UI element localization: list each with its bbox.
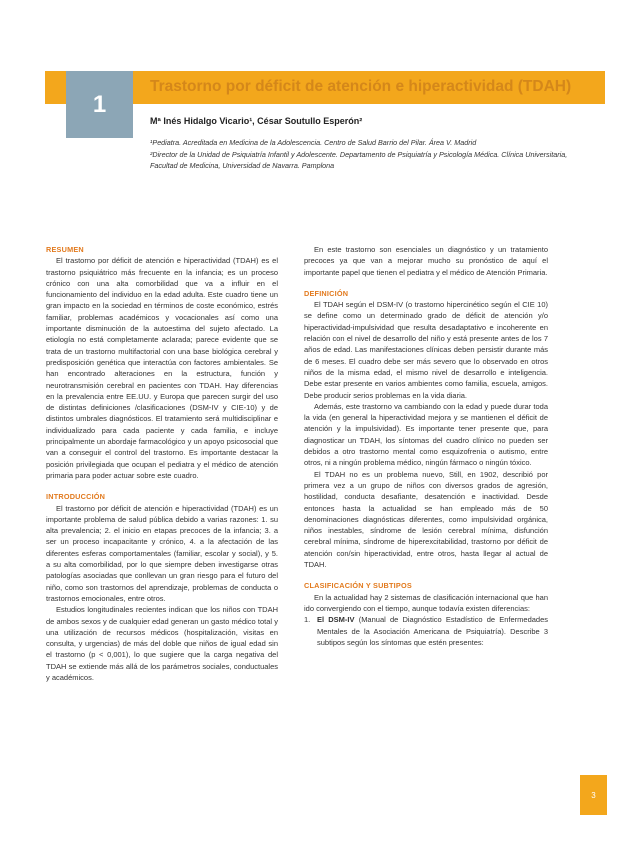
section-heading-introduccion: INTRODUCCIÓN xyxy=(46,492,106,502)
introduccion-continued: En este trastorno son esenciales un diagnóstico y un tratamiento precoces ya que van a mejorar mucho su pronóstico de aquí el importante papel que tienen el pediatra y el médico de Atención Primaria. xyxy=(304,245,548,277)
list-item-bold: El DSM-IV xyxy=(317,615,355,625)
resumen-text: El trastorno por déficit de atención e hiperactividad (TDAH) es el trastorno psiquiátrico más frecuente en la infancia; es un proceso crónico con una alta comorbilidad que va a influir en el funcionamiento del individuo en la edad adulta. Este cuadro tiene un gran impacto en la sociedad en términos de coste económico, estrés familiar, problemas académicos y vocacionales así como una importante disminución de la autoestima del sujeto afectado. La etiología no está completamente aclarada; parece evidente que se trata de un trastorno multifactorial con una base biológica cerebral y predisposición genética que interactúa con factores ambientales. Se han encontrado alteraciones en la estructura, función y neurotransmisión cerebral en pacientes con TDAH. Hay diferencias en la prevalencia entre EE.UU. y Europa que parecen surgir del uso de distintas definiciones /clasificaciones (DSM-IV y CIE-10) y de distintos umbrales diagnósticos. El tratamiento será multidisciplinar e individualizado para cada paciente y cada familia, e incluye principalmente un abordaje farmacológico y un apoyo psicosocial que van a conseguir el control del trastorno. Es importante destacar la posición privilegiada que ocupan el pediatra y el médico de atención primaria para poder actuar sobre este cuadro. xyxy=(46,256,278,480)
section-heading-clasificacion: CLASIFICACIÓN Y SUBTIPOS xyxy=(304,581,412,591)
left-column xyxy=(46,244,278,683)
affiliation-2: ²Director de la Unidad de Psiquiatría Infantil y Adolescente. Departamento de Psiquiatría y Psicología Médica. Clínica Universitaria, Facultad de Medicina, Universidad de Navarra. Pamplona xyxy=(150,149,568,170)
chapter-title: Trastorno por déficit de atención e hiperactividad (TDAH) xyxy=(150,78,572,95)
definicion-paragraph: Además, este trastorno va cambiando con la edad y puede durar toda la vida (en general la hiperactividad mejora y se mantienen el déficit de atención y la impulsividad). Es importante tener presente que, para diagnosticar un TDAH, los síntomas del cuadro clínico no pueden ser debidos a otro trastorno mental como esquizofrenia o autismo, entre otros, ni a ningún problema médico, ningún fármaco o ningún tóxico. xyxy=(304,401,548,468)
clasificacion-list xyxy=(304,614,548,648)
list-item-number: 1. xyxy=(304,615,311,625)
affiliation-1: ¹Pediatra. Acreditada en Medicina de la Adolescencia. Centro de Salud Barrio del Pilar. Área V. Madrid xyxy=(150,138,477,147)
page-number: 3 xyxy=(580,775,607,815)
introduccion-paragraph: El trastorno por déficit de atención e hiperactividad (TDAH) es un importante problema de salud pública debido a varias razones: 1. su alta prevalencia; 2. el inicio en etapas precoces de la infancia; 3. a ser un proceso incapacitante y crónico, 4. a la afectación de las diferentes esferas comportamentales (familiar, escolar y social), y 5. a su alta comorbilidad, por lo que siempre deben investigarse otras patologías asociadas que conllevan un gran riesgo para el futuro del niño, como son trastornos del aprendizaje, problemas de conducta o trastornos emocionales, entre otros. xyxy=(46,503,278,603)
section-heading-resumen: RESUMEN xyxy=(46,245,84,254)
list-item-text xyxy=(317,614,548,648)
right-column xyxy=(304,244,548,648)
clasificacion-text: En la actualidad hay 2 sistemas de clasificación internacional que han ido convergiendo con el tiempo, aunque todavía existen diferencias: xyxy=(304,592,548,613)
affiliations xyxy=(150,137,580,172)
introduccion-paragraph: Estudios longitudinales recientes indican que los niños con TDAH de ambos sexos y de cualquier edad generan un gasto médico total y una utilización de recursos médicos (hospitalización, visitas en consulta, y urgencias) de más del doble que niños de igual edad sin el trastorno (p < 0,001), lo que sugiere que la carga negativa del TDAH se extiende más allá de los parámetros sociales, conductuales y académicos. xyxy=(46,605,278,682)
list-item-body: (Manual de Diagnóstico Estadístico de Enfermedades Mentales de la Asociación Americana de Psiquiatría). Describe 3 subtipos según los síntomas que estén presentes: xyxy=(317,615,548,647)
list-item xyxy=(304,614,548,648)
section-heading-definicion: DEFINICIÓN xyxy=(304,288,349,298)
authors: Mª Inés Hidalgo Vicario¹, César Soutullo Esperón² xyxy=(150,116,363,126)
chapter-number-box: 1 xyxy=(66,71,133,138)
definicion-paragraph: El TDAH no es un problema nuevo, Still, en 1902, describió por primera vez a un grupo de niños con diversos grados de agresión, hostilidad, conducta desafiante, desatención e inactividad. Desde entonces hasta la actualidad se han empleado más de 50 denominaciones diagnósticas diferentes, como impulsividad orgánica, niños inestables, síndrome de lesión cerebral mínima, disfunción cerebral mínima, síndrome de hiperexcitabilidad, trastorno por déficit de atención con/sin hiperactividad, entre otros, hasta llegar al actual de TDAH. xyxy=(304,469,548,570)
definicion-paragraph: El TDAH según el DSM-IV (o trastorno hipercinético según el CIE 10) se define como un determinado grado de déficit de atención y/o hiperactividad-impulsividad que resulta desadaptativo e incoherente en relación con el nivel de desarrollo del niño y está presente antes de los 7 años de edad. Las manifestaciones clínicas deben persistir durante más de 6 meses. El cuadro debe ser más severo que lo observado en otros niños de la misma edad, el mismo nivel de desarrollo e inteligencia. Debe estar presente en varios ambientes como familia, escuela, amigos. Debe producir serios problemas en la vida diaria. xyxy=(304,300,548,400)
